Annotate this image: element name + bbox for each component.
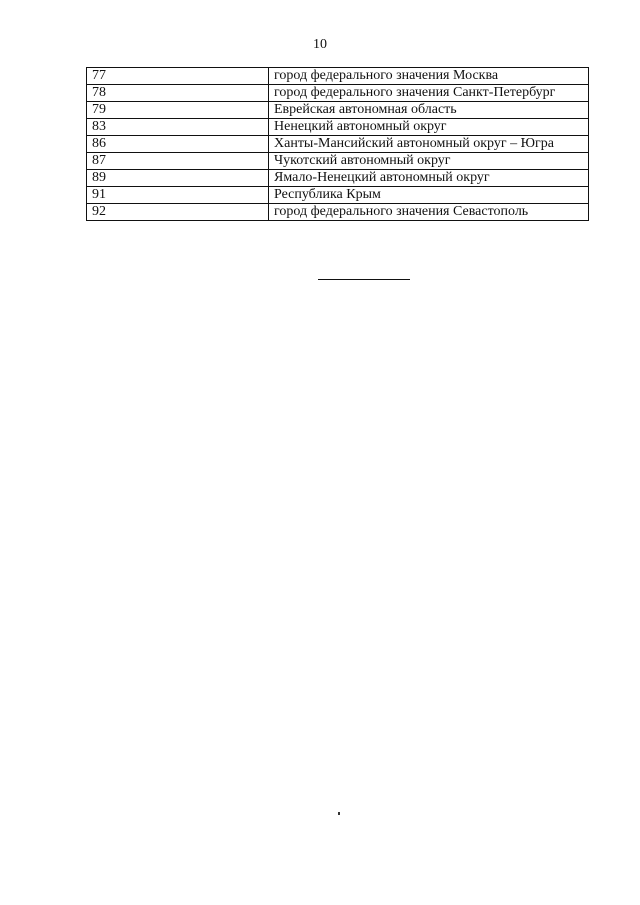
table-row <box>87 85 589 102</box>
table-row <box>87 136 589 153</box>
region-name-cell: город федерального значения Севастополь <box>269 204 589 221</box>
table-row <box>87 204 589 221</box>
region-code-cell: 78 <box>87 85 269 102</box>
table-row <box>87 68 589 85</box>
region-name-cell: Чукотский автономный округ <box>269 153 589 170</box>
scan-speck <box>338 812 340 815</box>
region-name-cell: Республика Крым <box>269 187 589 204</box>
table-row <box>87 187 589 204</box>
region-name-cell: Еврейская автономная область <box>269 102 589 119</box>
table-row <box>87 102 589 119</box>
region-code-cell: 91 <box>87 187 269 204</box>
end-of-document-rule <box>318 279 410 280</box>
region-name-cell: город федерального значения Санкт-Петербург <box>269 85 589 102</box>
region-name-cell: Ненецкий автономный округ <box>269 119 589 136</box>
region-code-cell: 83 <box>87 119 269 136</box>
region-code-cell: 86 <box>87 136 269 153</box>
region-name-cell: Ямало-Ненецкий автономный округ <box>269 170 589 187</box>
region-code-cell: 92 <box>87 204 269 221</box>
region-name-cell: город федерального значения Москва <box>269 68 589 85</box>
table-row <box>87 170 589 187</box>
region-name-cell: Ханты-Мансийский автономный округ – Югра <box>269 136 589 153</box>
region-code-cell: 87 <box>87 153 269 170</box>
region-code-cell: 89 <box>87 170 269 187</box>
table-row <box>87 153 589 170</box>
region-code-cell: 77 <box>87 68 269 85</box>
region-code-cell: 79 <box>87 102 269 119</box>
page-number: 10 <box>313 37 327 52</box>
table-row <box>87 119 589 136</box>
regions-table <box>86 67 589 221</box>
